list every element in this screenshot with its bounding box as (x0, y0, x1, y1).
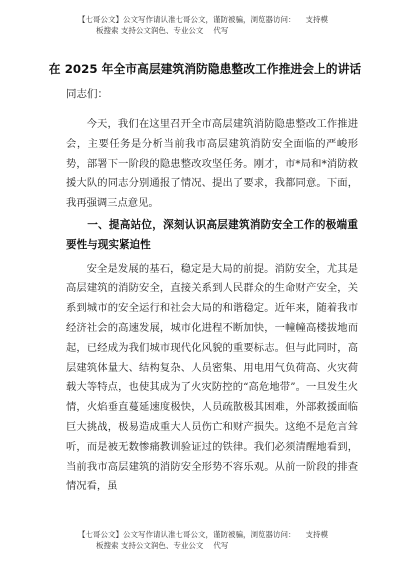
footer-line-1-tail: 支持模 (305, 530, 328, 539)
page-header-watermark (78, 14, 378, 36)
salutation: 同志们： (66, 88, 108, 100)
header-line-2-text: 板搜索 支持公文润色、专业公文 (96, 26, 204, 35)
intro-paragraph: 今天，我们在这里召开全市高层建筑消防隐患整改工作推进会，主要任务是分析当前我市高层建筑消防安全面临的严峻形势，部署下一阶段的隐患整改攻坚任务。刚才，市*局和*消防救援大队的同志分别通报了情况、提出了要求，我都同意。下面，我再强调三点意见。 (66, 118, 358, 210)
footer-line-2-tail: 代写 (213, 541, 229, 550)
footer-line-1-text: 【七哥公文】公文写作请认准七哥公文，谨防被骗，浏览器访问： (78, 530, 296, 539)
footer-line-1 (78, 529, 378, 540)
footer-line-2 (78, 540, 378, 551)
document-title: 在 2025 年全市高层建筑消防隐患整改工作推进会上的讲话 (48, 62, 362, 76)
header-line-1-text: 【七哥公文】公文写作请认准七哥公文，谨防被骗，浏览器访问： (78, 15, 296, 24)
document-body (66, 115, 358, 499)
section-1-heading: 一、提高站位，深刻认识高层建筑消防安全工作的极端重要性与现实紧迫性 (66, 218, 358, 251)
page-footer-watermark (78, 529, 378, 551)
footer-line-2-text: 板搜索 支持公文润色、专业公文 (96, 541, 204, 550)
header-line-2 (78, 25, 378, 36)
section-1-paragraph: 安全是发展的基石，稳定是大局的前提。消防安全，尤其是高层建筑的消防安全，直接关系到人民群众的生命财产安全，关系到城市的安全运行和社会大局的和谐稳定。近年来，随着我市经济社会的高速发展，城市化进程不断加快，一幢幢高楼拔地而起，已经成为我们城市现代化风貌的重要标志。但与此同时，高层建筑体量大、结构复杂、人员密集、用电用气负荷高、火灾荷载大等特点，也使其成为了火灾防控的“高危地带”。一旦发生火情，火焰垂直蔓延速度极快，人员疏散极其困难，外部救援面临巨大挑战，极易造成重大人员伤亡和财产损失。这绝不是危言耸听，而是被无数惨痛教训验证过的铁律。我们必须清醒地看到，当前我市高层建筑的消防安全形势不容乐观。从前一阶段的排查情况看，虽 (66, 262, 358, 493)
header-line-1-tail: 支持模 (305, 15, 328, 24)
header-line-2-tail: 代写 (213, 26, 229, 35)
header-line-1 (78, 14, 378, 25)
